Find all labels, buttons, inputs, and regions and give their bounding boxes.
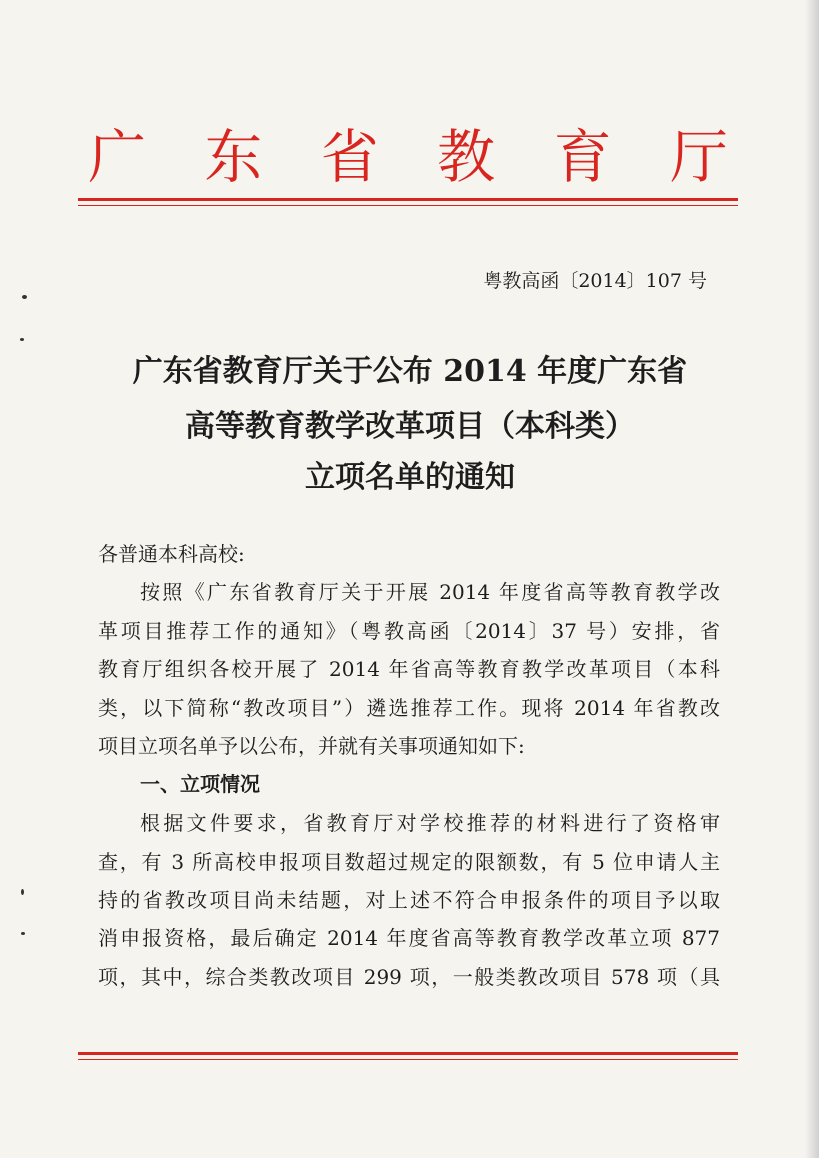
notice-title-line-2: 高等教育教学改革项目（本科类） [185,409,635,444]
letterhead-char: 广 [88,123,147,191]
paragraph-2-line: 查，有 3 所高校申报项目数超过规定的限额数，有 5 位申请人主 [98,850,720,874]
paragraph-1-line: 类，以下简称“教改项目”）遴选推荐工作。现将 2014 年省教改 [98,696,720,720]
letterhead-rule-thick [78,198,738,201]
notice-title-line-3: 立项名单的通知 [305,460,515,495]
footer-rule-thin [78,1059,738,1060]
scan-speck [20,338,24,341]
footer-rule-thick [78,1052,738,1055]
letterhead-rule-thin [78,205,738,206]
paragraph-2-line: 持的省教改项目尚未结题，对上述不符合申报条件的项目予以取 [98,888,720,912]
paragraph-1-line: 按照《广东省教育厅关于开展 2014 年度省高等教育教学改 [140,580,720,604]
scan-speck [21,889,24,895]
letterhead-title [88,122,728,192]
letterhead-char: 厅 [669,123,728,191]
salutation: 各普通本科高校: [98,542,245,566]
paragraph-2-line: 项，其中，综合类教改项目 299 项，一般类教改项目 578 项（具 [98,965,720,989]
letterhead-char: 教 [437,123,496,191]
scan-speck [21,932,25,935]
letterhead-char: 东 [204,123,263,191]
paragraph-1-line: 革项目推荐工作的通知》（粤教高函〔2014〕37 号）安排，省 [98,619,720,643]
paragraph-2-line: 消申报资格，最后确定 2014 年度省高等教育教学改革立项 877 [98,926,720,950]
scan-speck [22,295,27,299]
paragraph-1-line: 教育厅组织各校开展了 2014 年省高等教育教学改革项目（本科 [98,657,720,681]
letterhead-char: 省 [320,123,379,191]
section-heading: 一、立项情况 [140,772,260,796]
paragraph-1-line: 项目立项名单予以公布，并就有关事项通知如下: [98,734,525,758]
letterhead-char: 育 [553,123,612,191]
notice-title-line-1: 广东省教育厅关于公布 2014 年度广东省 [132,354,688,389]
scan-edge-shadow [805,0,819,1158]
paragraph-2-line: 根据文件要求，省教育厅对学校推荐的材料进行了资格审 [140,811,720,835]
document-number: 粤教高函〔2014〕107 号 [483,270,707,292]
